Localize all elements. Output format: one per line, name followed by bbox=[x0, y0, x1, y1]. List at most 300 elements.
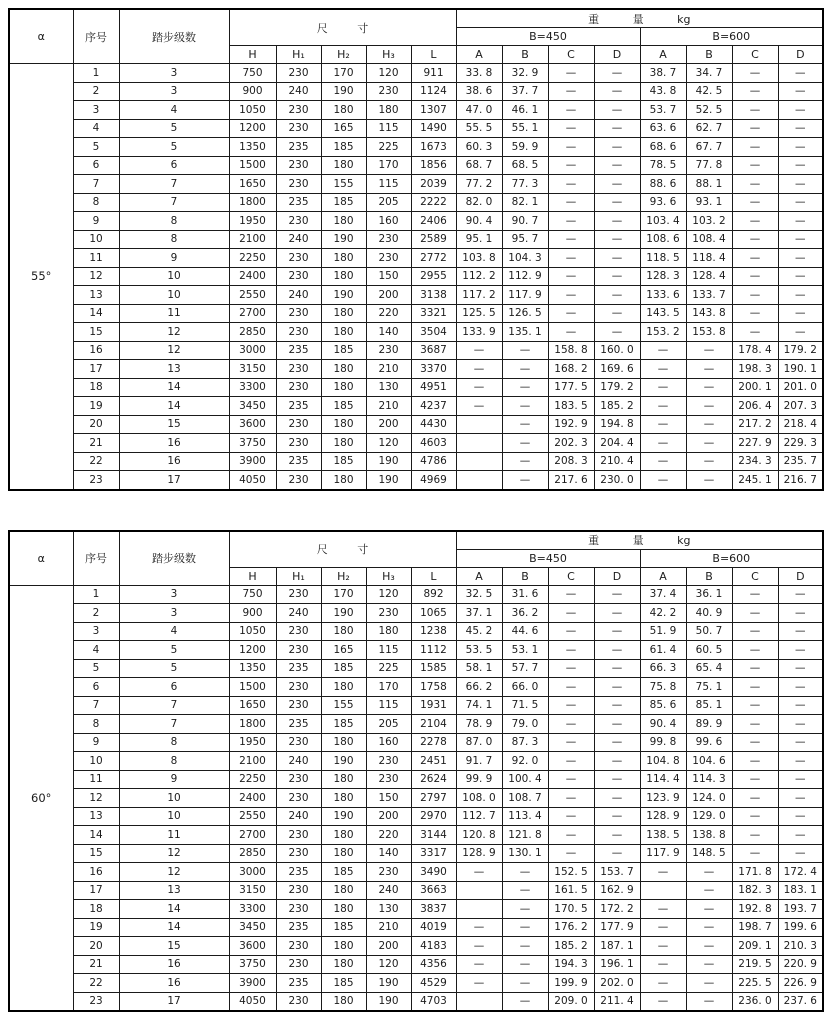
cell-b600-c: 225. 5 bbox=[732, 974, 778, 993]
cell-h2: 180 bbox=[321, 733, 366, 752]
cell-b450-d: 179. 2 bbox=[594, 378, 640, 397]
cell-steps: 14 bbox=[119, 397, 229, 416]
cell-no: 23 bbox=[73, 471, 119, 490]
cell-b600-b: — bbox=[686, 974, 732, 993]
cell-b450-b: — bbox=[502, 955, 548, 974]
cell-h1: 235 bbox=[276, 715, 321, 734]
spec-table-55deg bbox=[8, 8, 824, 491]
cell-b600-a: 114. 4 bbox=[640, 770, 686, 789]
cell-h1: 230 bbox=[276, 789, 321, 808]
cell-steps: 10 bbox=[119, 789, 229, 808]
cell-h2: 190 bbox=[321, 82, 366, 101]
table-row bbox=[9, 604, 823, 623]
cell-b600-c: 182. 3 bbox=[732, 881, 778, 900]
cell-l: 1238 bbox=[411, 622, 456, 641]
cell-h1: 230 bbox=[276, 434, 321, 453]
cell-b450-a: — bbox=[456, 863, 502, 882]
cell-b600-b: 42. 5 bbox=[686, 82, 732, 101]
cell-l: 1673 bbox=[411, 138, 456, 157]
cell-b600-c: — bbox=[732, 212, 778, 231]
cell-h3: 240 bbox=[366, 881, 411, 900]
cell-b600-c: — bbox=[732, 101, 778, 120]
cell-b600-a: — bbox=[640, 378, 686, 397]
cell-b450-d: — bbox=[594, 807, 640, 826]
cell-h1: 230 bbox=[276, 622, 321, 641]
cell-b600-d: 218. 4 bbox=[778, 415, 823, 434]
cell-h: 2250 bbox=[229, 770, 276, 789]
cell-h: 1350 bbox=[229, 659, 276, 678]
cell-h2: 185 bbox=[321, 193, 366, 212]
cell-b450-c: — bbox=[548, 696, 594, 715]
table-row bbox=[9, 733, 823, 752]
cell-l: 1065 bbox=[411, 604, 456, 623]
cell-h: 1800 bbox=[229, 193, 276, 212]
cell-b450-a: 77. 2 bbox=[456, 175, 502, 194]
cell-no: 22 bbox=[73, 974, 119, 993]
cell-b450-d: — bbox=[594, 844, 640, 863]
cell-b450-d: — bbox=[594, 101, 640, 120]
cell-b450-b: — bbox=[502, 937, 548, 956]
cell-b600-b: 40. 9 bbox=[686, 604, 732, 623]
cell-b450-b: — bbox=[502, 863, 548, 882]
alpha-value: 60° bbox=[9, 585, 73, 1011]
cell-h2: 180 bbox=[321, 101, 366, 120]
cell-steps: 8 bbox=[119, 733, 229, 752]
cell-b450-d: 204. 4 bbox=[594, 434, 640, 453]
cell-h1: 235 bbox=[276, 193, 321, 212]
col-header-b450-d: D bbox=[594, 46, 640, 64]
cell-h: 3750 bbox=[229, 434, 276, 453]
col-header-h: H bbox=[229, 46, 276, 64]
cell-b600-b: 118. 4 bbox=[686, 249, 732, 268]
cell-h2: 180 bbox=[321, 844, 366, 863]
cell-b600-b: 52. 5 bbox=[686, 101, 732, 120]
col-header-b450-a: A bbox=[456, 46, 502, 64]
cell-b600-d: — bbox=[778, 249, 823, 268]
cell-no: 21 bbox=[73, 434, 119, 453]
cell-b600-c: 178. 4 bbox=[732, 341, 778, 360]
cell-b450-a: 45. 2 bbox=[456, 622, 502, 641]
cell-h1: 230 bbox=[276, 900, 321, 919]
cell-b450-d: 211. 4 bbox=[594, 992, 640, 1011]
table-row bbox=[9, 434, 823, 453]
cell-b600-d: 183. 1 bbox=[778, 881, 823, 900]
cell-b600-b: 153. 8 bbox=[686, 323, 732, 342]
cell-b450-c: 161. 5 bbox=[548, 881, 594, 900]
cell-b600-a: — bbox=[640, 434, 686, 453]
cell-l: 4183 bbox=[411, 937, 456, 956]
cell-b450-c: — bbox=[548, 733, 594, 752]
cell-b600-c: — bbox=[732, 230, 778, 249]
table-row bbox=[9, 101, 823, 120]
cell-no: 19 bbox=[73, 918, 119, 937]
cell-b450-b: — bbox=[502, 378, 548, 397]
cell-b450-a: 99. 9 bbox=[456, 770, 502, 789]
cell-b450-d: 160. 0 bbox=[594, 341, 640, 360]
table-row bbox=[9, 955, 823, 974]
cell-no: 20 bbox=[73, 937, 119, 956]
cell-b600-c: — bbox=[732, 585, 778, 604]
cell-steps: 11 bbox=[119, 826, 229, 845]
cell-h3: 180 bbox=[366, 622, 411, 641]
cell-b600-c: — bbox=[732, 64, 778, 83]
cell-b450-a: 87. 0 bbox=[456, 733, 502, 752]
cell-b600-d: — bbox=[778, 696, 823, 715]
cell-l: 4019 bbox=[411, 918, 456, 937]
cell-h1: 230 bbox=[276, 360, 321, 379]
cell-b600-a: 42. 2 bbox=[640, 604, 686, 623]
cell-b450-c: 177. 5 bbox=[548, 378, 594, 397]
cell-b450-c: 176. 2 bbox=[548, 918, 594, 937]
cell-b600-d: 207. 3 bbox=[778, 397, 823, 416]
col-header-l: L bbox=[411, 46, 456, 64]
cell-l: 2589 bbox=[411, 230, 456, 249]
cell-b450-a: 60. 3 bbox=[456, 138, 502, 157]
col-header-alpha: α bbox=[9, 9, 73, 64]
cell-b600-b: 77. 8 bbox=[686, 156, 732, 175]
cell-steps: 3 bbox=[119, 604, 229, 623]
table-row bbox=[9, 138, 823, 157]
cell-b450-a: 37. 1 bbox=[456, 604, 502, 623]
cell-h3: 200 bbox=[366, 286, 411, 305]
cell-no: 17 bbox=[73, 881, 119, 900]
cell-no: 22 bbox=[73, 452, 119, 471]
cell-h2: 180 bbox=[321, 434, 366, 453]
cell-b450-d: — bbox=[594, 64, 640, 83]
table-body-60deg bbox=[9, 585, 823, 1011]
cell-h2: 165 bbox=[321, 119, 366, 138]
cell-no: 11 bbox=[73, 249, 119, 268]
cell-l: 4356 bbox=[411, 955, 456, 974]
cell-b600-b: 88. 1 bbox=[686, 175, 732, 194]
cell-b450-a: — bbox=[456, 378, 502, 397]
cell-b600-d: 220. 9 bbox=[778, 955, 823, 974]
cell-steps: 16 bbox=[119, 452, 229, 471]
cell-h: 3300 bbox=[229, 900, 276, 919]
cell-h1: 230 bbox=[276, 696, 321, 715]
cell-h3: 200 bbox=[366, 807, 411, 826]
cell-l: 4237 bbox=[411, 397, 456, 416]
cell-steps: 3 bbox=[119, 82, 229, 101]
cell-b600-b: — bbox=[686, 378, 732, 397]
cell-b450-c: 168. 2 bbox=[548, 360, 594, 379]
col-header-steps: 踏步级数 bbox=[119, 9, 229, 64]
cell-steps: 11 bbox=[119, 304, 229, 323]
cell-l: 2955 bbox=[411, 267, 456, 286]
cell-h: 3150 bbox=[229, 881, 276, 900]
col-header-alpha: α bbox=[9, 531, 73, 586]
cell-b450-a: — bbox=[456, 360, 502, 379]
table-row bbox=[9, 715, 823, 734]
cell-b450-b: 59. 9 bbox=[502, 138, 548, 157]
cell-b600-d: — bbox=[778, 770, 823, 789]
cell-b600-b: 67. 7 bbox=[686, 138, 732, 157]
cell-b600-b: 50. 7 bbox=[686, 622, 732, 641]
col-header-b450-c: C bbox=[548, 46, 594, 64]
cell-b450-a: 66. 2 bbox=[456, 678, 502, 697]
cell-h1: 230 bbox=[276, 156, 321, 175]
cell-b450-b: 31. 6 bbox=[502, 585, 548, 604]
cell-b600-c: — bbox=[732, 156, 778, 175]
cell-b600-b: 143. 8 bbox=[686, 304, 732, 323]
cell-steps: 5 bbox=[119, 119, 229, 138]
cell-h: 2100 bbox=[229, 230, 276, 249]
col-header-b450-b: B bbox=[502, 567, 548, 585]
cell-b600-a: 118. 5 bbox=[640, 249, 686, 268]
cell-h3: 120 bbox=[366, 434, 411, 453]
cell-b450-d: — bbox=[594, 193, 640, 212]
cell-h2: 185 bbox=[321, 397, 366, 416]
cell-no: 5 bbox=[73, 659, 119, 678]
cell-no: 5 bbox=[73, 138, 119, 157]
cell-steps: 7 bbox=[119, 696, 229, 715]
col-header-b600-d: D bbox=[778, 46, 823, 64]
cell-b600-b: 133. 7 bbox=[686, 286, 732, 305]
cell-b450-d: 202. 0 bbox=[594, 974, 640, 993]
cell-b600-c: 171. 8 bbox=[732, 863, 778, 882]
cell-b600-b: 89. 9 bbox=[686, 715, 732, 734]
cell-b450-a: 58. 1 bbox=[456, 659, 502, 678]
cell-b450-c: 194. 3 bbox=[548, 955, 594, 974]
cell-no: 4 bbox=[73, 641, 119, 660]
cell-b600-b: 124. 0 bbox=[686, 789, 732, 808]
cell-b600-a: 75. 8 bbox=[640, 678, 686, 697]
cell-no: 17 bbox=[73, 360, 119, 379]
cell-l: 2970 bbox=[411, 807, 456, 826]
cell-h2: 180 bbox=[321, 249, 366, 268]
cell-b600-a: — bbox=[640, 471, 686, 490]
cell-b450-c: 199. 9 bbox=[548, 974, 594, 993]
cell-b450-c: — bbox=[548, 82, 594, 101]
cell-b450-c: — bbox=[548, 212, 594, 231]
cell-b600-d: — bbox=[778, 304, 823, 323]
cell-l: 4529 bbox=[411, 974, 456, 993]
cell-b600-c: — bbox=[732, 286, 778, 305]
cell-h2: 155 bbox=[321, 175, 366, 194]
cell-b450-b: 130. 1 bbox=[502, 844, 548, 863]
cell-b450-d: 185. 2 bbox=[594, 397, 640, 416]
cell-b600-d: — bbox=[778, 193, 823, 212]
cell-b600-c: — bbox=[732, 622, 778, 641]
cell-l: 3370 bbox=[411, 360, 456, 379]
cell-b450-a bbox=[456, 415, 502, 434]
col-header-b450-d: D bbox=[594, 567, 640, 585]
cell-no: 14 bbox=[73, 304, 119, 323]
cell-b450-b: 44. 6 bbox=[502, 622, 548, 641]
cell-h: 3600 bbox=[229, 937, 276, 956]
cell-steps: 9 bbox=[119, 249, 229, 268]
cell-b600-b: 99. 6 bbox=[686, 733, 732, 752]
cell-no: 15 bbox=[73, 323, 119, 342]
group-header-weight: 重 量 kg bbox=[456, 531, 823, 550]
cell-h2: 180 bbox=[321, 156, 366, 175]
cell-l: 2222 bbox=[411, 193, 456, 212]
cell-h1: 230 bbox=[276, 471, 321, 490]
cell-h3: 230 bbox=[366, 752, 411, 771]
cell-b600-b: 148. 5 bbox=[686, 844, 732, 863]
cell-b450-d: — bbox=[594, 286, 640, 305]
cell-b450-a: — bbox=[456, 918, 502, 937]
cell-b450-b: — bbox=[502, 360, 548, 379]
cell-no: 3 bbox=[73, 101, 119, 120]
cell-h1: 240 bbox=[276, 752, 321, 771]
cell-b600-a: — bbox=[640, 397, 686, 416]
cell-b450-c: 217. 6 bbox=[548, 471, 594, 490]
cell-steps: 3 bbox=[119, 585, 229, 604]
group-header-b450: B=450 bbox=[456, 28, 640, 46]
cell-h2: 190 bbox=[321, 807, 366, 826]
cell-l: 2451 bbox=[411, 752, 456, 771]
cell-h: 4050 bbox=[229, 471, 276, 490]
cell-h: 2850 bbox=[229, 844, 276, 863]
cell-h: 1950 bbox=[229, 212, 276, 231]
cell-h3: 230 bbox=[366, 82, 411, 101]
cell-b600-a: 117. 9 bbox=[640, 844, 686, 863]
cell-h: 1650 bbox=[229, 696, 276, 715]
cell-h3: 210 bbox=[366, 918, 411, 937]
cell-b600-a: — bbox=[640, 992, 686, 1011]
cell-b450-b: 126. 5 bbox=[502, 304, 548, 323]
cell-h1: 235 bbox=[276, 452, 321, 471]
cell-h: 1350 bbox=[229, 138, 276, 157]
cell-b600-c: — bbox=[732, 641, 778, 660]
cell-h2: 180 bbox=[321, 955, 366, 974]
cell-no: 20 bbox=[73, 415, 119, 434]
cell-l: 3317 bbox=[411, 844, 456, 863]
cell-steps: 5 bbox=[119, 641, 229, 660]
cell-b450-b: 68. 5 bbox=[502, 156, 548, 175]
cell-steps: 5 bbox=[119, 659, 229, 678]
cell-b600-c: — bbox=[732, 304, 778, 323]
cell-b600-d: — bbox=[778, 138, 823, 157]
cell-no: 6 bbox=[73, 156, 119, 175]
cell-h2: 190 bbox=[321, 230, 366, 249]
table-row bbox=[9, 119, 823, 138]
cell-b600-b: — bbox=[686, 937, 732, 956]
table-row bbox=[9, 659, 823, 678]
cell-l: 2278 bbox=[411, 733, 456, 752]
cell-h1: 235 bbox=[276, 659, 321, 678]
cell-b600-d: 216. 7 bbox=[778, 471, 823, 490]
col-header-b600-d: D bbox=[778, 567, 823, 585]
cell-b450-a: 53. 5 bbox=[456, 641, 502, 660]
cell-b450-c: 183. 5 bbox=[548, 397, 594, 416]
cell-steps: 7 bbox=[119, 175, 229, 194]
cell-h2: 185 bbox=[321, 341, 366, 360]
cell-b600-d: 172. 4 bbox=[778, 863, 823, 882]
alpha-value: 55° bbox=[9, 64, 73, 490]
cell-h1: 230 bbox=[276, 323, 321, 342]
cell-h: 1950 bbox=[229, 733, 276, 752]
cell-h2: 180 bbox=[321, 212, 366, 231]
cell-l: 4786 bbox=[411, 452, 456, 471]
cell-steps: 5 bbox=[119, 138, 229, 157]
cell-h2: 180 bbox=[321, 789, 366, 808]
cell-b450-c: — bbox=[548, 715, 594, 734]
cell-b450-d: 210. 4 bbox=[594, 452, 640, 471]
cell-h3: 220 bbox=[366, 826, 411, 845]
cell-l: 3321 bbox=[411, 304, 456, 323]
cell-b600-b: — bbox=[686, 918, 732, 937]
cell-h2: 185 bbox=[321, 918, 366, 937]
cell-b600-b: 75. 1 bbox=[686, 678, 732, 697]
cell-b450-d: — bbox=[594, 678, 640, 697]
cell-h: 900 bbox=[229, 82, 276, 101]
cell-b600-a: 38. 7 bbox=[640, 64, 686, 83]
cell-h1: 230 bbox=[276, 937, 321, 956]
table-row bbox=[9, 175, 823, 194]
cell-b450-b: — bbox=[502, 974, 548, 993]
cell-b450-b: 71. 5 bbox=[502, 696, 548, 715]
cell-h3: 120 bbox=[366, 955, 411, 974]
cell-b450-a: 95. 1 bbox=[456, 230, 502, 249]
table-row bbox=[9, 360, 823, 379]
col-header-b600-b: B bbox=[686, 567, 732, 585]
cell-b600-d: 226. 9 bbox=[778, 974, 823, 993]
cell-b450-d: — bbox=[594, 604, 640, 623]
cell-l: 1931 bbox=[411, 696, 456, 715]
cell-h2: 180 bbox=[321, 992, 366, 1011]
cell-h3: 190 bbox=[366, 992, 411, 1011]
cell-h1: 230 bbox=[276, 678, 321, 697]
cell-b450-d: — bbox=[594, 715, 640, 734]
cell-b600-a: 93. 6 bbox=[640, 193, 686, 212]
table-row bbox=[9, 918, 823, 937]
cell-no: 16 bbox=[73, 863, 119, 882]
cell-steps: 16 bbox=[119, 434, 229, 453]
cell-h3: 205 bbox=[366, 193, 411, 212]
cell-b450-b: 77. 3 bbox=[502, 175, 548, 194]
table-row bbox=[9, 863, 823, 882]
cell-b450-c: — bbox=[548, 138, 594, 157]
cell-h3: 120 bbox=[366, 64, 411, 83]
cell-l: 2104 bbox=[411, 715, 456, 734]
cell-l: 2039 bbox=[411, 175, 456, 194]
cell-h3: 180 bbox=[366, 101, 411, 120]
cell-b600-c: — bbox=[732, 267, 778, 286]
cell-h3: 205 bbox=[366, 715, 411, 734]
cell-b450-c: 208. 3 bbox=[548, 452, 594, 471]
cell-b600-c: 198. 3 bbox=[732, 360, 778, 379]
cell-steps: 8 bbox=[119, 230, 229, 249]
cell-b450-a: — bbox=[456, 937, 502, 956]
cell-h3: 230 bbox=[366, 770, 411, 789]
cell-b450-c: 185. 2 bbox=[548, 937, 594, 956]
table-row bbox=[9, 452, 823, 471]
cell-b450-b: — bbox=[502, 434, 548, 453]
cell-steps: 9 bbox=[119, 770, 229, 789]
cell-b450-a: 38. 6 bbox=[456, 82, 502, 101]
cell-b600-d: — bbox=[778, 119, 823, 138]
cell-b600-b: 62. 7 bbox=[686, 119, 732, 138]
cell-b600-a: 78. 5 bbox=[640, 156, 686, 175]
cell-b450-b: 46. 1 bbox=[502, 101, 548, 120]
cell-l: 1758 bbox=[411, 678, 456, 697]
cell-steps: 14 bbox=[119, 900, 229, 919]
cell-h3: 170 bbox=[366, 156, 411, 175]
cell-h2: 185 bbox=[321, 452, 366, 471]
cell-h2: 180 bbox=[321, 360, 366, 379]
cell-b600-b: 114. 3 bbox=[686, 770, 732, 789]
cell-b450-a: 74. 1 bbox=[456, 696, 502, 715]
cell-b450-a: 112. 2 bbox=[456, 267, 502, 286]
cell-l: 3144 bbox=[411, 826, 456, 845]
cell-b600-a: 104. 8 bbox=[640, 752, 686, 771]
cell-h1: 240 bbox=[276, 82, 321, 101]
cell-b450-d: — bbox=[594, 304, 640, 323]
cell-b450-c: — bbox=[548, 585, 594, 604]
cell-b450-d: — bbox=[594, 641, 640, 660]
